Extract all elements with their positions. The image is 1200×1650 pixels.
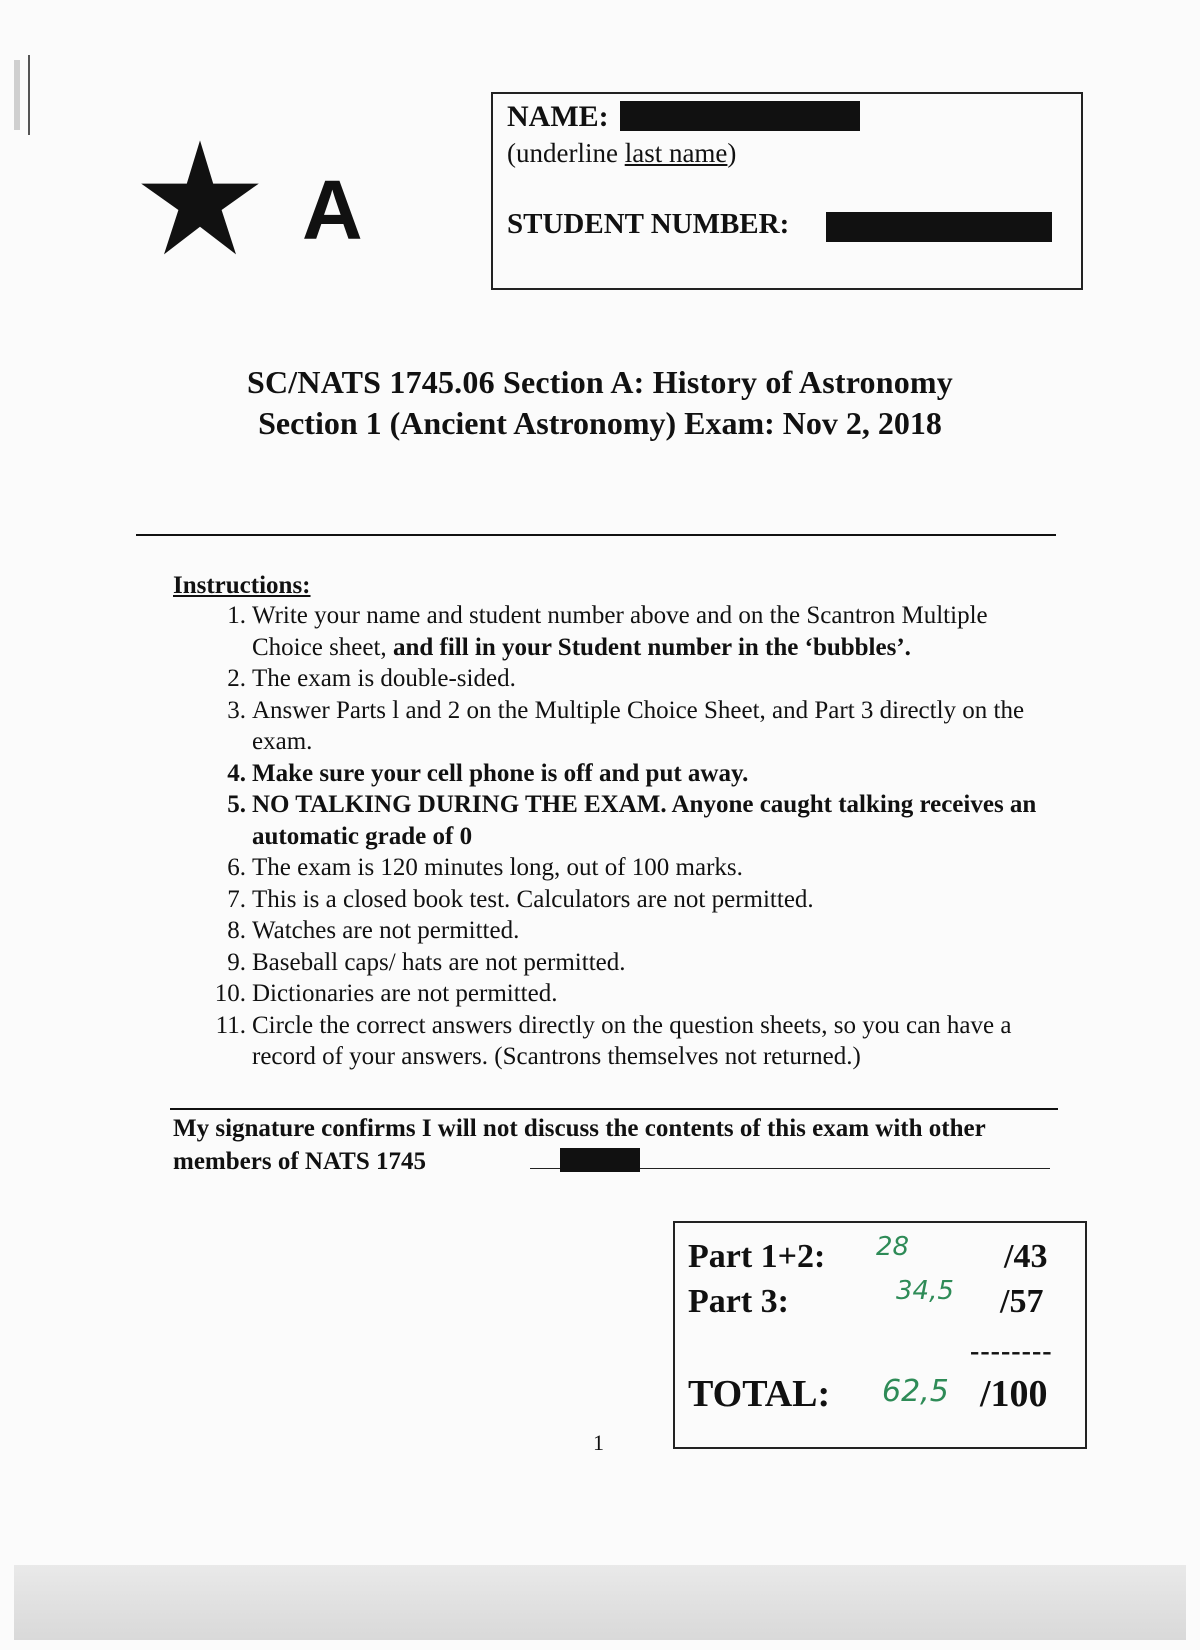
title-divider: [136, 534, 1056, 536]
star-icon: [140, 138, 260, 258]
redacted-name: [620, 101, 860, 131]
scan-shadow: [14, 1565, 1186, 1640]
part12-max: /43: [1004, 1238, 1048, 1275]
exam-title: SC/NATS 1745.06 Section A: History of Astronomy: [246, 364, 953, 400]
instruction-item: 8. Watches are not permitted.: [227, 917, 520, 944]
instruction-item: 4. Make sure your cell phone is off and put away.: [227, 759, 749, 787]
scan-edge-line: [28, 55, 30, 135]
instruction-item: 10. Dictionaries are not permitted.: [214, 980, 558, 1007]
instructions-list: [200, 600, 1060, 1073]
sum-separator: --------: [970, 1336, 1053, 1367]
exam-subtitle: Section 1 (Ancient Astronomy) Exam: Nov 2, 2018: [258, 405, 942, 441]
total-max: /100: [980, 1373, 1048, 1415]
part12-label: Part 1+2:: [688, 1238, 826, 1275]
part3-label: Part 3:: [688, 1283, 790, 1320]
student-number-label: STUDENT NUMBER:: [507, 208, 790, 240]
exam-version-letter: A: [302, 163, 363, 257]
scan-edge: [14, 60, 20, 130]
underline-hint: (underline last name): [507, 138, 737, 168]
signature-statement: My signature confirms I will not discuss the contents of this exam with other members of NATS 1745: [173, 1115, 986, 1175]
instruction-item: 1. Write your name and student number above and on the Scantron Multiple Choice sheet, and fill in your Student number in the ‘bubbles’.: [227, 602, 988, 661]
name-label: NAME:: [507, 100, 609, 133]
instruction-item: 6. The exam is 120 minutes long, out of 100 marks.: [227, 854, 743, 881]
instruction-item: 11. Circle the correct answers directly on the question sheets, so you can have a record of your answers. (Scantrons themselves not returned.): [215, 1011, 1012, 1070]
page-number: 1: [593, 1430, 604, 1455]
instruction-item: 3. Answer Parts l and 2 on the Multiple Choice Sheet, and Part 3 directly on the exam.: [227, 696, 1025, 755]
redacted-student-number: [826, 212, 1052, 242]
instructions-heading: Instructions:: [173, 572, 311, 599]
redacted-signature: [560, 1148, 640, 1172]
total-label: TOTAL:: [688, 1373, 831, 1415]
instruction-item: 9. Baseball caps/ hats are not permitted.: [227, 948, 626, 976]
part3-max: /57: [1000, 1283, 1044, 1320]
instruction-item: 5. NO TALKING DURING THE EXAM. Anyone caught talking receives an automatic grade of 0: [227, 791, 1037, 850]
instruction-item: 7. This is a closed book test. Calculators are not permitted.: [227, 885, 814, 913]
instruction-item: 2. The exam is double-sided.: [227, 665, 516, 692]
signature-divider: [170, 1108, 1058, 1110]
part3-score: 34,5: [896, 1276, 954, 1306]
total-score: 62,5: [882, 1374, 949, 1409]
part12-score: 28: [876, 1232, 910, 1262]
